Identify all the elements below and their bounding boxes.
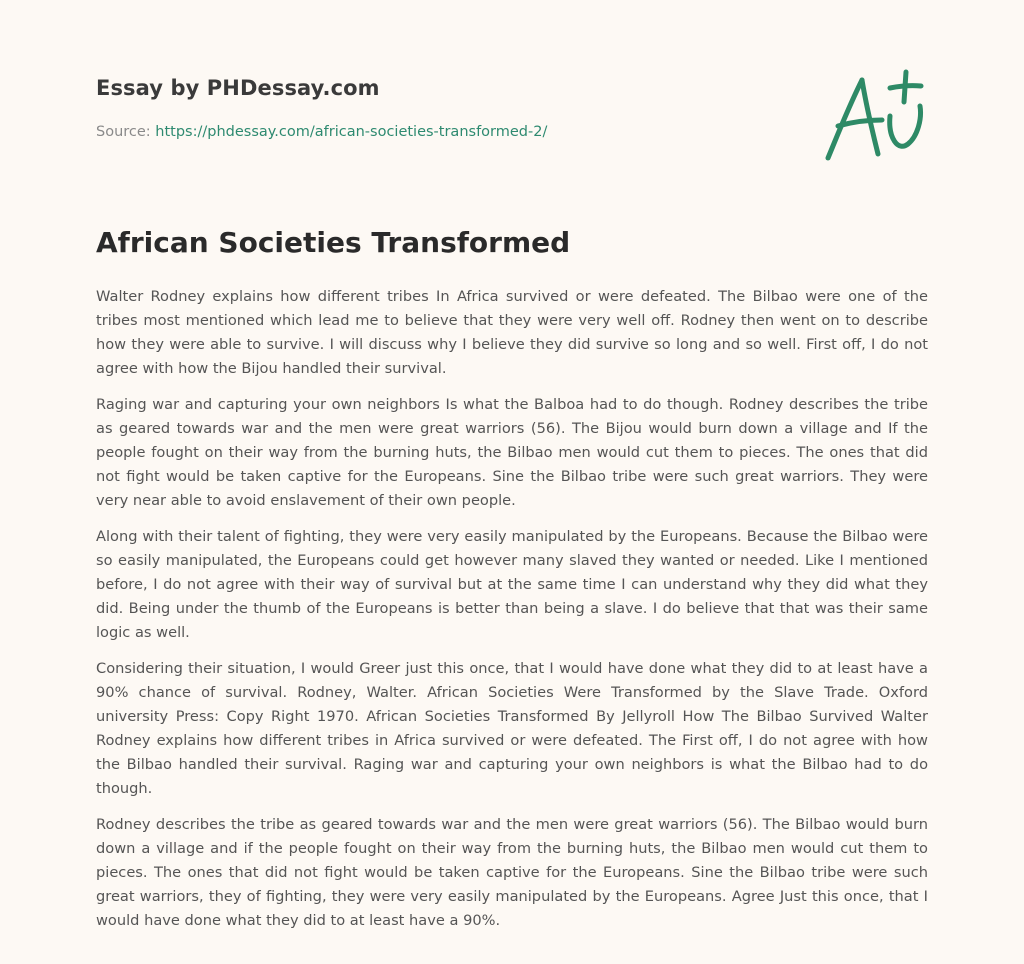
source-line <box>96 124 547 140</box>
paragraph: Raging war and capturing your own neighbors Is what the Balboa had to do though. Rodney describes the tribe as geared towards war and the men were great warriors (56). The Bijou would burn down a village and If the people fought on their way from the burning huts, the Bilbao men would cut them to pieces. The ones that did not fight would be taken captive for the Europeans. Sine the Bilbao tribe were such great warriors. They were very near able to avoid enslavement of their own people. <box>96 396 928 509</box>
paragraph: Walter Rodney explains how different tribes In Africa survived or were defeated. The Bilbao were one of the tribes most mentioned which lead me to believe that they were very well off. Rodney then went on to describe how they were able to survive. I will discuss why I believe they did survive so long and so well. First off, I do not agree with how the Bijou handled their survival. <box>96 288 928 377</box>
header <box>96 0 928 190</box>
site-brand: Essay by PHDessay.com <box>96 76 380 100</box>
paragraph: Considering their situation, I would Greer just this once, that I would have done what they did to at least have a 90% chance of survival. Rodney, Walter. African Societies Were Transformed by the Slave Trade. Oxford university Press: Copy Right 1970. African Societies Transformed By Jellyroll How The Bilbao Survived Walter Rodney explains how different tribes in Africa survived or were defeated. The First off, I do not agree with how the Bilbao handled their survival. Raging war and capturing your own neighbors is what the Bilbao had to do though. <box>96 660 928 797</box>
article-body <box>96 285 928 945</box>
document-page <box>96 0 928 929</box>
paragraph: Rodney describes the tribe as geared towards war and the men were great warriors (56). The Bilbao would burn down a village and if the people fought on their way from the burning huts, the Bilbao men would cut them to pieces. The ones that did not fight would be taken captive for the Europeans. Sine the Bilbao tribe were such great warriors, they of fighting, they were very easily manipulated by the Europeans. Agree Just this once, that I would have done what they did to at least have a 90%. <box>96 816 928 929</box>
a-plus-grade-icon <box>822 68 926 164</box>
source-link[interactable]: https://phdessay.com/african-societies-transformed-2/ <box>155 124 548 140</box>
paragraph: Along with their talent of fighting, they were very easily manipulated by the Europeans. Because the Bilbao were so easily manipulated, the Europeans could get however many slaved they wanted or needed. Like I mentioned before, I do not agree with their way of survival but at the same time I can understand why they did what they did. Being under the thumb of the Europeans is better than being a slave. I do believe that that was their same logic as well. <box>96 528 928 641</box>
article-title: African Societies Transformed <box>96 226 571 259</box>
source-label: Source: <box>96 124 156 140</box>
